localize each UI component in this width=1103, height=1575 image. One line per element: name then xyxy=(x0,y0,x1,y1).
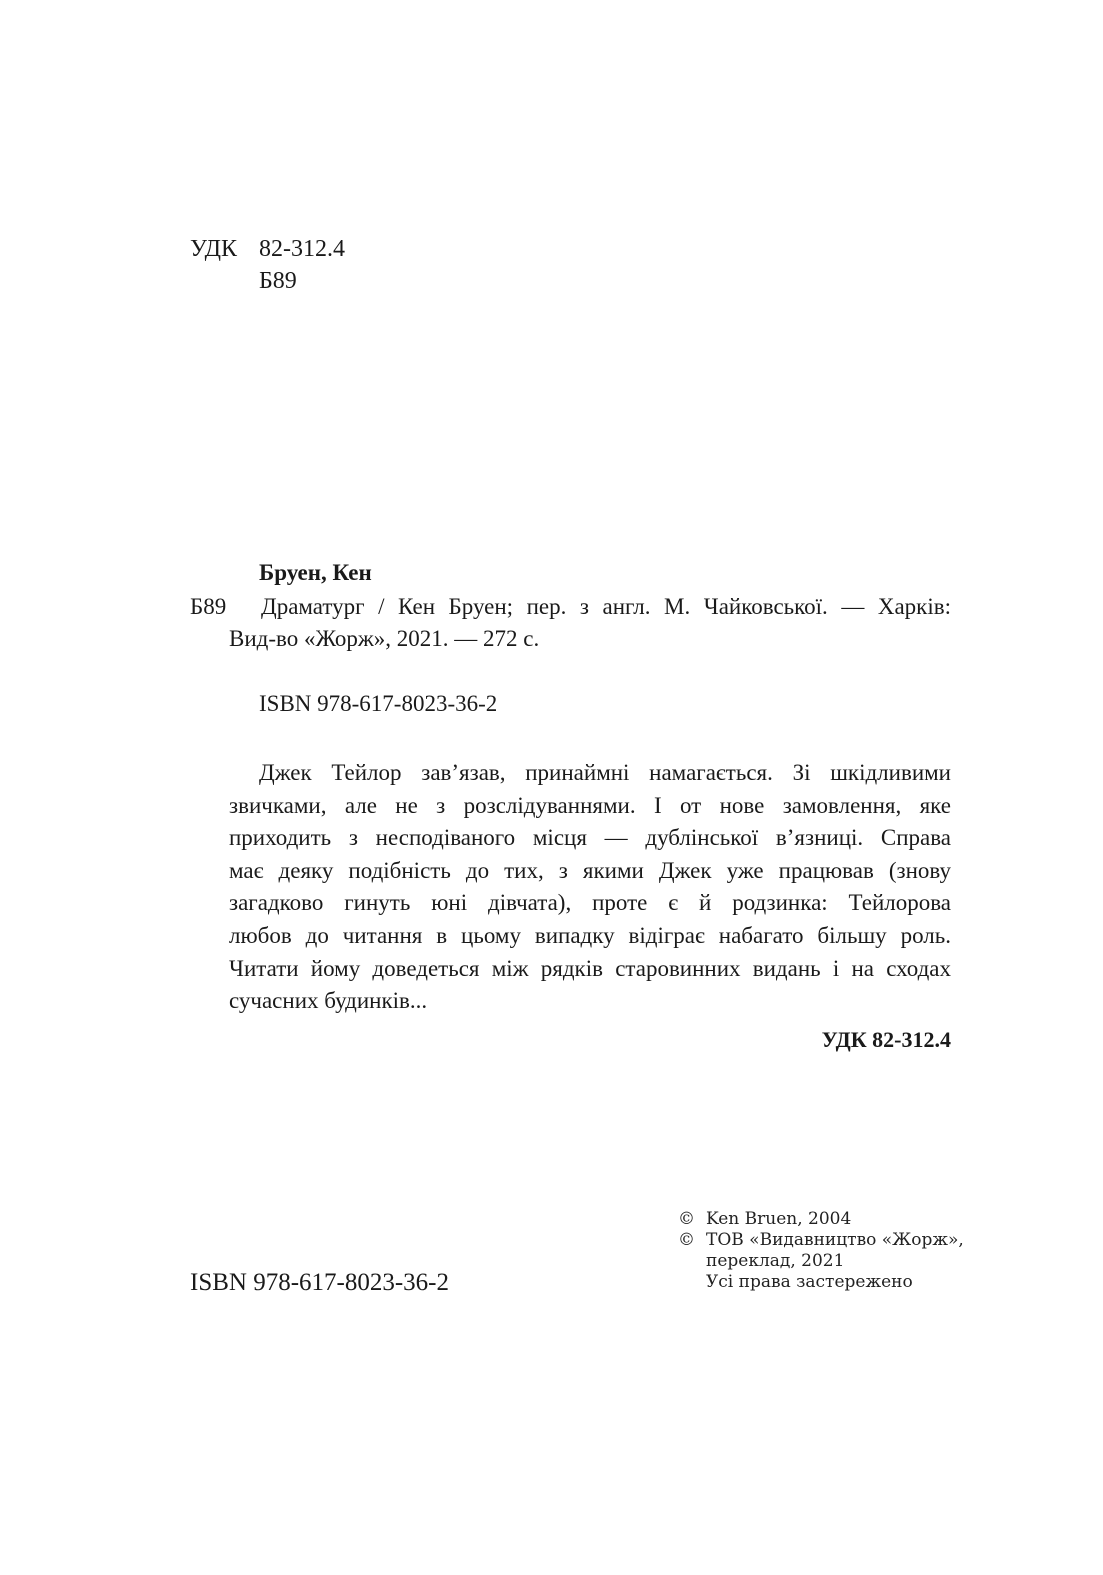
copyright-block xyxy=(678,1209,964,1293)
bibliographic-line-2: Вид-во «Жорж», 2021. — 272 с. xyxy=(229,626,540,651)
copyright-row xyxy=(678,1251,964,1272)
copyright-text: Ken Bruen, 2004 xyxy=(706,1209,852,1229)
copyright-text: ТОВ «Видавництво «Жорж», xyxy=(706,1230,964,1250)
annotation-line: Джек Тейлор зав’язав, принаймні намагається. Зі шкідливими xyxy=(259,760,951,785)
bibliographic-mark: Б89 xyxy=(190,594,227,619)
annotation-line: Читати йому доведеться між рядків старовинних видань і на сходах xyxy=(229,955,951,981)
rights-reserved-text: Усі права застережено xyxy=(706,1272,913,1292)
isbn-record: ISBN 978-617-8023-36-2 xyxy=(259,691,498,716)
annotation-line: приходить з несподіваного місця — дублінської в’язниці. Справа xyxy=(229,825,951,851)
annotation-line: сучасних будинків... xyxy=(229,988,428,1014)
copyright-row xyxy=(678,1209,964,1230)
copyright-icon: © xyxy=(678,1209,695,1229)
copyright-row xyxy=(678,1230,964,1251)
udk-bottom: УДК 82-312.4 xyxy=(821,1027,951,1052)
udk-code: 82-312.4 xyxy=(259,236,345,262)
rights-row xyxy=(678,1272,964,1293)
udk-label: УДК xyxy=(190,236,237,262)
annotation-line: має деяку подібність до тих, з якими Джек уже працював (знову xyxy=(229,857,951,883)
copyright-icon: © xyxy=(678,1230,695,1250)
annotation-paragraph xyxy=(229,757,951,1018)
author-mark: Б89 xyxy=(259,268,297,294)
annotation-line: любов до читання в цьому випадку відіграє набагато більшу роль. xyxy=(229,922,951,948)
annotation-line: загадково гинуть юні дівчата), проте є й родзинка: Тейлорова xyxy=(229,890,951,916)
bibliographic-line-1: Драматург / Кен Бруен; пер. з англ. М. Чайковської. — Харків: xyxy=(261,594,951,619)
annotation-line: звичками, але не з розслідуваннями. І от нове замовлення, яке xyxy=(229,792,951,818)
isbn-bottom: ISBN 978-617-8023-36-2 xyxy=(190,1269,450,1296)
copyright-text: переклад, 2021 xyxy=(706,1251,845,1271)
author-heading: Бруен, Кен xyxy=(259,560,372,585)
